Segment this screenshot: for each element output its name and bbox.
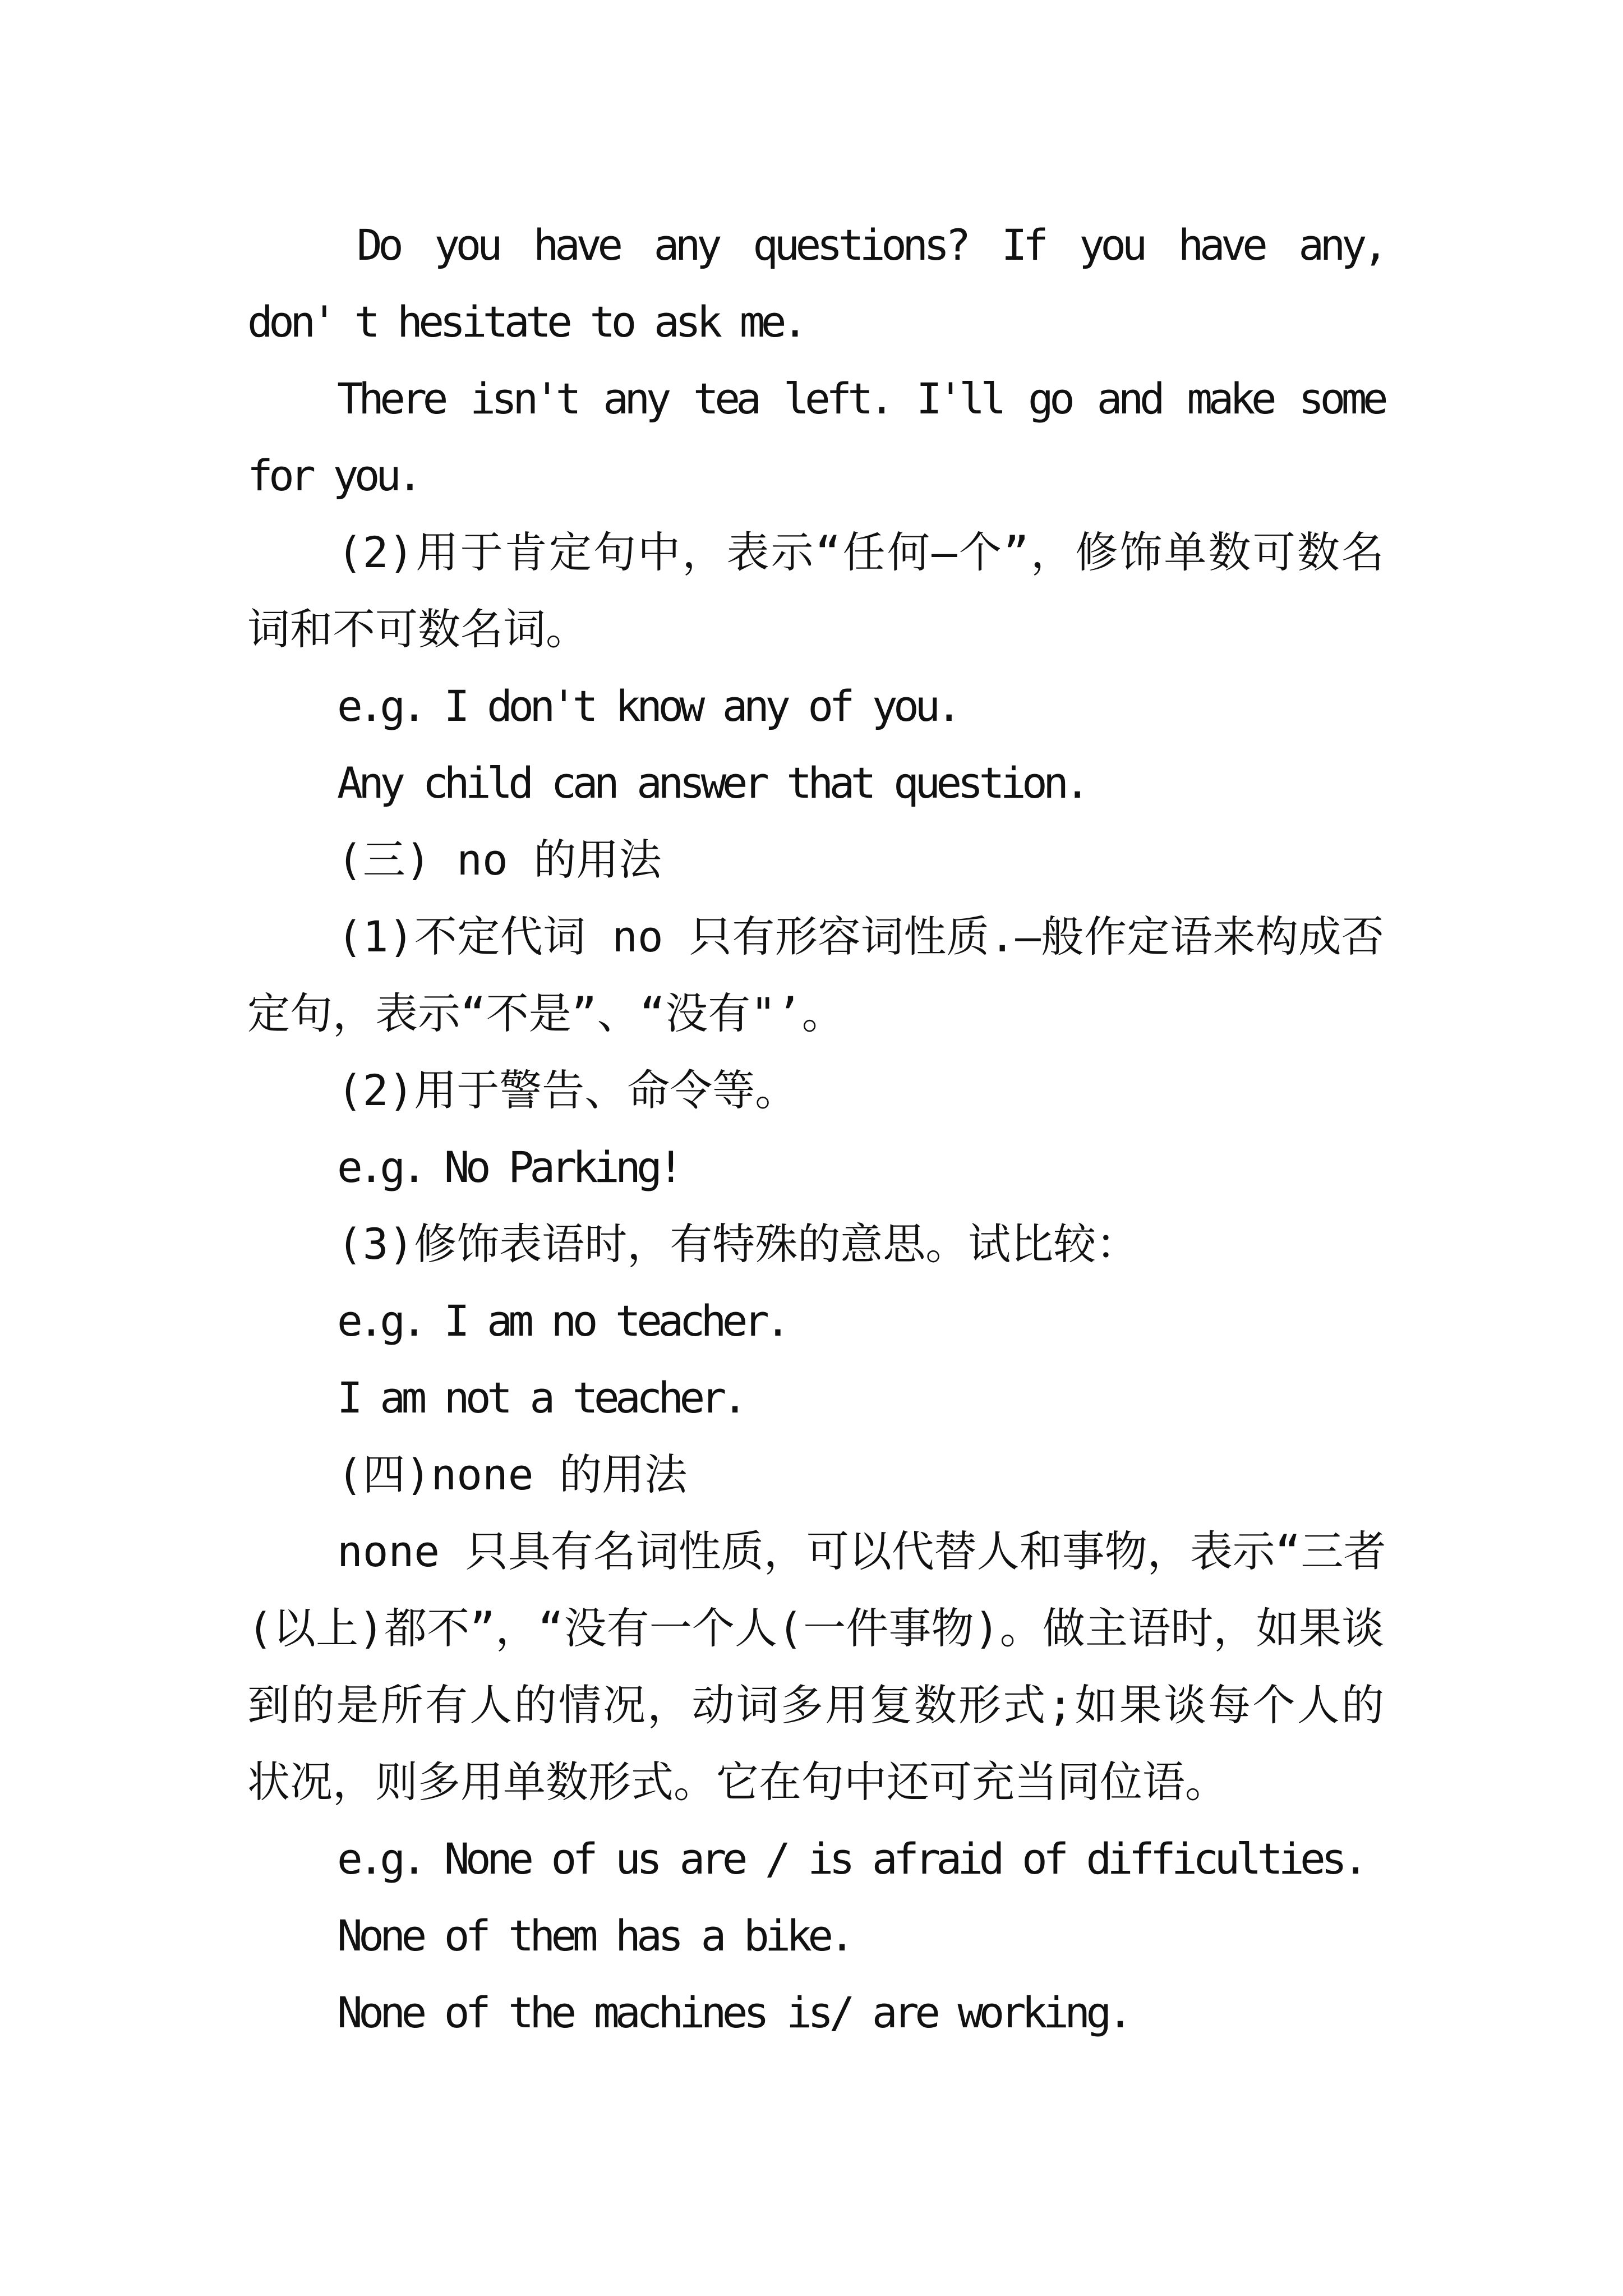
paragraph xyxy=(247,1820,1384,1897)
paragraph xyxy=(247,1205,1384,1282)
paragraph xyxy=(247,1897,1384,1974)
example-sentence: I am not a teacher. xyxy=(337,1373,744,1423)
paragraph xyxy=(247,1052,1384,1129)
example-sentence: e.g. No Parking! xyxy=(337,1142,680,1192)
paragraph xyxy=(247,1436,1384,1513)
usage-rule: (2)用于警告、命令等。 xyxy=(337,1065,798,1115)
usage-rule: (2)用于肯定句中，表示“任何—个”，修饰单数可数名 xyxy=(337,527,1384,577)
paragraph xyxy=(247,1282,1384,1359)
section-heading: (四)none 的用法 xyxy=(337,1450,688,1499)
document-page xyxy=(247,206,1384,2051)
paragraph xyxy=(247,514,1384,668)
paragraph xyxy=(247,1359,1384,1436)
example-sentence: e.g. None of us are / is afraid of difficulties. xyxy=(337,1834,1364,1884)
usage-rule: 定句，表示“不是”、“没有"’。 xyxy=(247,988,845,1038)
example-sentence: for you. xyxy=(247,450,419,500)
usage-rule: none 只具有名词性质，可以代替人和事物，表示“三者 xyxy=(337,1526,1386,1576)
paragraph xyxy=(247,1974,1384,2051)
example-sentence: e.g. I am no teacher. xyxy=(337,1296,787,1346)
example-sentence: None of the machines is/ are working. xyxy=(337,1987,1129,2037)
example-sentence: e.g. I don't know any of you. xyxy=(337,681,958,731)
paragraph xyxy=(247,206,1384,360)
usage-rule: (1)不定代词 no 只有形容词性质.—般作定语来构成否 xyxy=(337,912,1384,961)
usage-rule: 词和不可数名词。 xyxy=(247,604,588,654)
usage-rule: (3)修饰表语时，有特殊的意思。试比较： xyxy=(337,1219,1139,1269)
example-sentence: Do you have any questions? If you have any, xyxy=(357,220,1384,270)
paragraph xyxy=(247,898,1384,1052)
paragraph xyxy=(247,360,1384,514)
paragraph xyxy=(247,821,1384,898)
paragraph xyxy=(247,668,1384,744)
paragraph xyxy=(247,744,1384,821)
paragraph xyxy=(247,1129,1384,1205)
usage-rule: 状况，则多用单数形式。它在句中还可充当同位语。 xyxy=(247,1757,1228,1807)
usage-rule: 到的是所有人的情况，动词多用复数形式;如果谈每个人的 xyxy=(247,1680,1384,1730)
section-heading: (三) no 的用法 xyxy=(337,835,662,885)
example-sentence: Any child can answer that question. xyxy=(337,758,1086,808)
example-sentence: None of them has a bike. xyxy=(337,1911,851,1961)
example-sentence: don' t hesitate to ask me. xyxy=(247,297,804,347)
paragraph xyxy=(247,1513,1384,1820)
usage-rule: (以上)都不”，“没有一个人(一件事物)。做主语时，如果谈 xyxy=(247,1603,1384,1653)
example-sentence: There isn't any tea left. I'll go and make some xyxy=(337,374,1384,424)
